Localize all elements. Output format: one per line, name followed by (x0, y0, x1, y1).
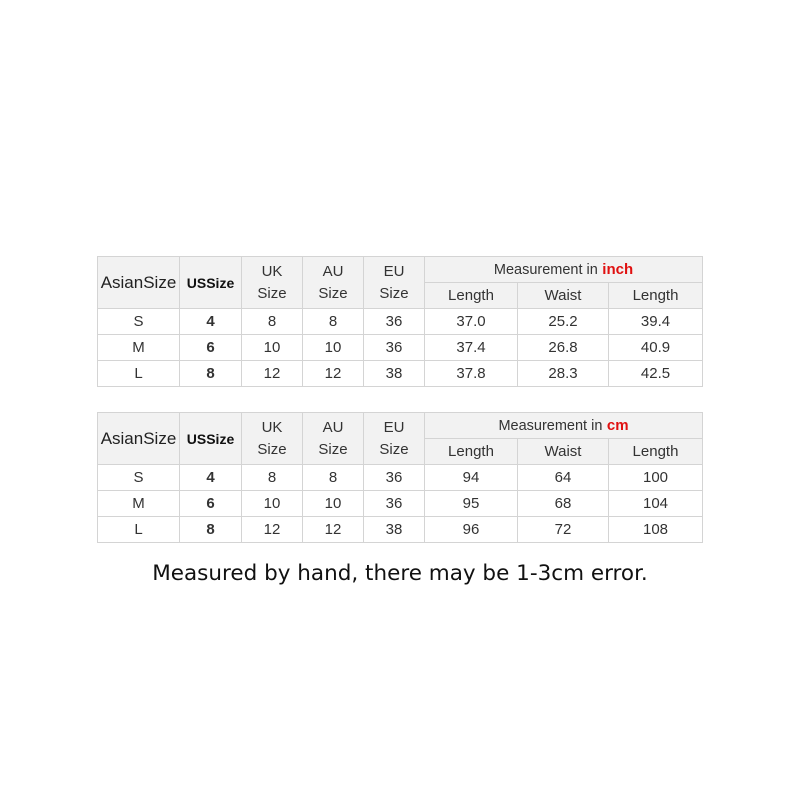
cell-eu-size: 38 (364, 361, 425, 387)
cell-length: 96 (425, 517, 518, 543)
cell-length: 37.0 (425, 309, 518, 335)
header-us-size (180, 413, 242, 465)
header-au-size (303, 257, 364, 309)
header-label: AU (322, 262, 344, 280)
cell-au-size: 10 (303, 335, 364, 361)
cell-waist: 72 (518, 517, 609, 543)
cell-length-2: 40.9 (609, 335, 703, 361)
header-measurement (425, 413, 703, 439)
header-waist: Waist (518, 439, 609, 465)
table-row (98, 491, 703, 517)
header-asian-size (98, 257, 180, 309)
cell-us-size: 4 (180, 309, 242, 335)
table-row (98, 465, 703, 491)
header-length-2: Length (609, 439, 703, 465)
header-label: US (186, 430, 207, 447)
header-uk-size (242, 413, 303, 465)
cell-length: 37.4 (425, 335, 518, 361)
cell-us-size: 8 (180, 517, 242, 543)
cell-eu-size: 36 (364, 335, 425, 361)
header-label: Size (379, 284, 409, 302)
header-label: Asian (100, 273, 144, 292)
header-au-size (303, 413, 364, 465)
cell-uk-size: 12 (242, 517, 303, 543)
header-measurement (425, 257, 703, 283)
cell-length: 37.8 (425, 361, 518, 387)
cell-length-2: 42.5 (609, 361, 703, 387)
header-label: Size (206, 274, 235, 291)
measurement-unit: inch (602, 260, 634, 278)
cell-us-size: 6 (180, 491, 242, 517)
cell-length-2: 39.4 (609, 309, 703, 335)
header-label: Size (379, 440, 409, 458)
header-label: Size (318, 440, 348, 458)
header-asian-size (98, 413, 180, 465)
header-label: Asian (100, 429, 144, 448)
header-label: Size (318, 284, 348, 302)
header-label: EU (383, 262, 405, 280)
cell-waist: 68 (518, 491, 609, 517)
size-table-inch (97, 256, 703, 387)
cell-length-2: 108 (609, 517, 703, 543)
measurement-title: Measurement in (493, 261, 598, 278)
cell-au-size: 12 (303, 361, 364, 387)
header-waist: Waist (518, 283, 609, 309)
cell-uk-size: 10 (242, 491, 303, 517)
header-label: UK (261, 418, 283, 436)
cell-asian-size: S (98, 465, 180, 491)
cell-waist: 26.8 (518, 335, 609, 361)
header-label: AU (322, 418, 344, 436)
cell-uk-size: 8 (242, 309, 303, 335)
cell-eu-size: 36 (364, 309, 425, 335)
cell-au-size: 12 (303, 517, 364, 543)
cell-length: 95 (425, 491, 518, 517)
header-label: Size (206, 430, 235, 447)
header-length: Length (425, 283, 518, 309)
measurement-note: Measured by hand, there may be 1-3cm error. (152, 561, 648, 586)
cell-uk-size: 8 (242, 465, 303, 491)
cell-au-size: 8 (303, 465, 364, 491)
header-label: UK (261, 262, 283, 280)
cell-au-size: 10 (303, 491, 364, 517)
cell-eu-size: 36 (364, 491, 425, 517)
measurement-title: Measurement in (498, 417, 603, 434)
header-label: EU (383, 418, 405, 436)
cell-us-size: 8 (180, 361, 242, 387)
cell-waist: 25.2 (518, 309, 609, 335)
cell-length: 94 (425, 465, 518, 491)
header-us-size (180, 257, 242, 309)
header-label: Size (143, 429, 177, 448)
header-length-2: Length (609, 283, 703, 309)
cell-uk-size: 10 (242, 335, 303, 361)
cell-eu-size: 36 (364, 465, 425, 491)
cell-us-size: 4 (180, 465, 242, 491)
table-row (98, 335, 703, 361)
cell-au-size: 8 (303, 309, 364, 335)
table-row (98, 517, 703, 543)
cell-asian-size: L (98, 517, 180, 543)
cell-length-2: 100 (609, 465, 703, 491)
header-eu-size (364, 257, 425, 309)
cell-asian-size: S (98, 309, 180, 335)
table-row (98, 309, 703, 335)
header-uk-size (242, 257, 303, 309)
cell-waist: 28.3 (518, 361, 609, 387)
cell-uk-size: 12 (242, 361, 303, 387)
cell-waist: 64 (518, 465, 609, 491)
cell-us-size: 6 (180, 335, 242, 361)
header-eu-size (364, 413, 425, 465)
table-row (98, 361, 703, 387)
header-label: Size (257, 440, 287, 458)
header-label: Size (257, 284, 287, 302)
cell-asian-size: M (98, 491, 180, 517)
cell-eu-size: 38 (364, 517, 425, 543)
measurement-unit: cm (606, 416, 629, 434)
header-length: Length (425, 439, 518, 465)
cell-asian-size: L (98, 361, 180, 387)
header-label: Size (143, 273, 177, 292)
size-table-cm (97, 412, 703, 543)
cell-length-2: 104 (609, 491, 703, 517)
header-label: US (186, 274, 207, 291)
cell-asian-size: M (98, 335, 180, 361)
